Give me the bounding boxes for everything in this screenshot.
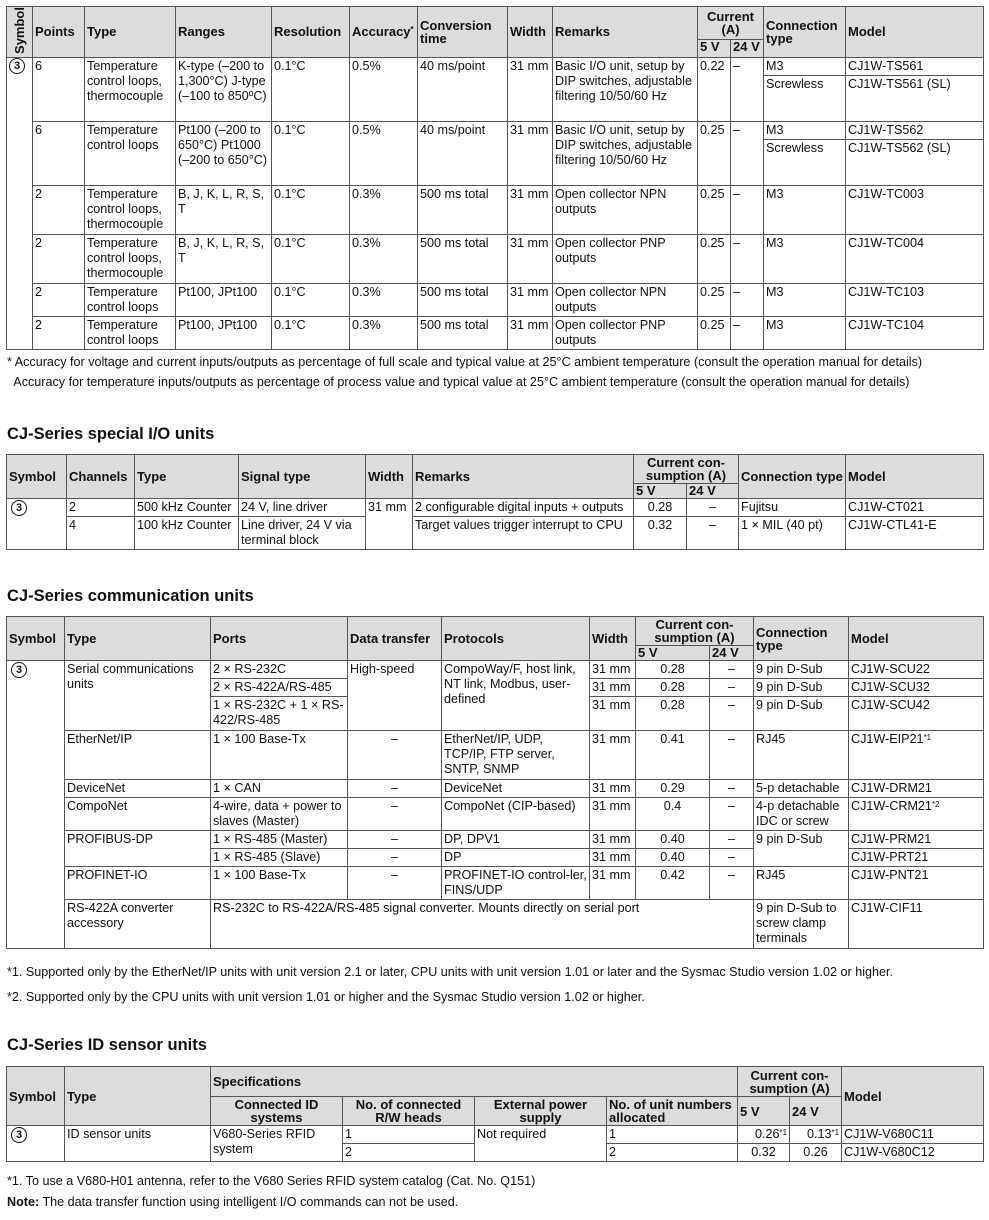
cell-transfer: –: [348, 798, 442, 831]
cell-accuracy: 0.3%: [350, 234, 418, 283]
cell-model: CJ1W-TC103: [846, 283, 984, 316]
note-text: The data transfer function using intelligent I/O commands can not be used.: [42, 1195, 459, 1209]
cell-conversion: 500 ms total: [418, 234, 508, 283]
cell-transfer: –: [348, 731, 442, 780]
cell-connection: M3: [764, 316, 846, 349]
cell-24v: 0.13$^{*1}$: [790, 1126, 842, 1144]
cell-24v: –: [731, 121, 764, 185]
cell-type: ID sensor units: [65, 1126, 211, 1162]
cell-protocols: CompoNet (CIP-based): [442, 798, 590, 831]
cell-type: 100 kHz Counter: [135, 517, 239, 550]
cell-model: CJ1W-V680C11: [842, 1126, 984, 1144]
special-io-table: [6, 454, 984, 550]
cell-24v: –: [710, 661, 754, 679]
cell-connection: M3: [764, 185, 846, 234]
communication-table: [6, 616, 984, 949]
cell-ports: 1 × 100 Base-Tx: [211, 731, 348, 780]
cell-ranges: Pt100 (–200 to 650°C) Pt1000 (–200 to 650°C): [176, 121, 272, 185]
col-type: Type: [135, 455, 239, 499]
col-symbol: Symbol: [7, 7, 33, 58]
cell-system: V680-Series RFID system: [211, 1126, 343, 1162]
cell-accuracy: 0.3%: [350, 283, 418, 316]
cell-ports: 1 × RS-485 (Slave): [211, 849, 348, 867]
cell-24v: –: [710, 697, 754, 731]
cell-model: CJ1W-PRT21: [849, 849, 984, 867]
table-row: [7, 316, 984, 349]
cell-resolution: 0.1°C: [272, 283, 350, 316]
cell-type: DeviceNet: [65, 780, 211, 798]
cell-width: 31 mm: [366, 499, 413, 550]
cell-protocols: DP: [442, 849, 590, 867]
col-width: Width: [508, 7, 553, 58]
cell-type: 500 kHz Counter: [135, 499, 239, 517]
cell-conversion: 500 ms total: [418, 185, 508, 234]
cell-conversion: 500 ms total: [418, 316, 508, 349]
cell-allocated: 1: [607, 1126, 738, 1144]
cell-width: 31 mm: [508, 121, 553, 185]
col-type: Type: [65, 617, 211, 661]
col-remarks: Remarks: [553, 7, 698, 58]
cell-conversion: 40 ms/point: [418, 57, 508, 121]
cell-ranges: B, J, K, L, R, S, T: [176, 234, 272, 283]
id-sensor-table: [6, 1066, 984, 1162]
col-accuracy: Accuracy*: [350, 7, 418, 58]
cell-width: 31 mm: [508, 57, 553, 121]
cell-width: 31 mm: [508, 185, 553, 234]
cell-protocols: PROFINET-IO control-ler, FINS/UDP: [442, 867, 590, 900]
col-width: Width: [366, 455, 413, 499]
cell-type: Temperature control loops, thermocouple: [85, 185, 176, 234]
cell-type: EtherNet/IP: [65, 731, 211, 780]
cell-5v: 0.42: [636, 867, 710, 900]
section-title: CJ-Series ID sensor units: [7, 1036, 207, 1054]
col-current: Current con-sumption (A): [634, 455, 739, 484]
cell-accuracy: 0.3%: [350, 316, 418, 349]
col-symbol: Symbol: [7, 455, 67, 499]
cell-accuracy: 0.3%: [350, 185, 418, 234]
col-model: Model: [846, 7, 984, 58]
cell-5v: 0.28: [636, 679, 710, 697]
cell-model: CJ1W-PNT21: [849, 867, 984, 900]
cell-5v: 0.41: [636, 731, 710, 780]
cell-transfer: –: [348, 867, 442, 900]
table-row: [7, 517, 984, 550]
cell-ports: 1 × 100 Base-Tx: [211, 867, 348, 900]
col-connection: Connection type: [764, 7, 846, 58]
table-row: [7, 661, 984, 679]
cell-width: 31 mm: [508, 234, 553, 283]
cell-model: CJ1W-SCU32: [849, 679, 984, 697]
col-resolution: Resolution: [272, 7, 350, 58]
col-connection: Connection type: [754, 617, 849, 661]
cell-points: 2: [33, 283, 85, 316]
col-specifications: Specifications: [211, 1067, 738, 1097]
cell-ports: 2 × RS-232C: [211, 661, 348, 679]
cell-24v: –: [731, 185, 764, 234]
col-symbol: Symbol: [7, 617, 65, 661]
cell-connection: 5-p detachable: [754, 780, 849, 798]
table-row: [7, 234, 984, 283]
cell-model: CJ1W-TC004: [846, 234, 984, 283]
cell-resolution: 0.1°C: [272, 185, 350, 234]
footnote: Accuracy for temperature inputs/outputs as percentage of process value and typical value at 25°C ambient temperature (consult the operation manual for details): [7, 375, 910, 389]
table-row: [7, 798, 984, 831]
cell-connection: 9 pin D-Sub: [754, 697, 849, 731]
cell-24v: –: [731, 316, 764, 349]
cell-connection: RJ45: [754, 731, 849, 780]
col-5v: 5 V: [738, 1097, 790, 1126]
cell-connection: Fujitsu: [739, 499, 846, 517]
col-connected: Connected ID systems: [211, 1097, 343, 1126]
cell-type: Temperature control loops: [85, 283, 176, 316]
cell-24v: –: [710, 849, 754, 867]
temperature-table: [6, 6, 984, 350]
cell-transfer: –: [348, 849, 442, 867]
footnote: * Accuracy for voltage and current inputs/outputs as percentage of full scale and typical value at 25°C ambient temperature (consult the operation manual for details): [7, 355, 923, 369]
cell-model: CJ1W-TS561: [846, 57, 984, 75]
cell-24v: –: [710, 679, 754, 697]
footnote: *2. Supported only by the CPU units with unit version 1.01 or higher and the Sysmac Studio version 1.02 or higher.: [7, 990, 645, 1004]
cell-transfer: –: [348, 780, 442, 798]
cell-ports: 1 × RS-485 (Master): [211, 831, 348, 849]
cell-resolution: 0.1°C: [272, 57, 350, 121]
col-current: Current (A): [698, 7, 764, 40]
cell-remarks: Open collector NPN outputs: [553, 185, 698, 234]
col-remarks: Remarks: [413, 455, 634, 499]
cell-ports: 2 × RS-422A/RS-485: [211, 679, 348, 697]
cell-model: CJ1W-TC003: [846, 185, 984, 234]
cell-5v: 0.28: [636, 661, 710, 679]
cell-ranges: B, J, K, L, R, S, T: [176, 185, 272, 234]
section-title: CJ-Series communication units: [7, 587, 254, 605]
col-type: Type: [85, 7, 176, 58]
cell-remarks: Target values trigger interrupt to CPU: [413, 517, 634, 550]
cell-accuracy: 0.5%: [350, 57, 418, 121]
cell-5v: 0.40: [636, 849, 710, 867]
cell-transfer: High-speed: [348, 661, 442, 731]
cell-connection: 9 pin D-Sub: [754, 679, 849, 697]
cell-conversion: 40 ms/point: [418, 121, 508, 185]
cell-5v: 0.40: [636, 831, 710, 849]
cell-connection: 9 pin D-Sub to screw clamp terminals: [754, 900, 849, 949]
col-model: Model: [849, 617, 984, 661]
cell-connection: RJ45: [754, 867, 849, 900]
col-24v: 24 V: [687, 484, 739, 499]
col-5v: 5 V: [634, 484, 687, 499]
cell-remarks: Open collector PNP outputs: [553, 234, 698, 283]
cell-24v: –: [710, 731, 754, 780]
cell-width: 31 mm: [590, 867, 636, 900]
cell-points: 2: [33, 234, 85, 283]
cell-channels: 4: [67, 517, 135, 550]
footnote: *1. To use a V680-H01 antenna, refer to the V680 Series RFID system catalog (Cat. No. Q151): [7, 1174, 536, 1188]
col-5v: 5 V: [698, 39, 731, 57]
col-symbol: Symbol: [7, 1067, 65, 1126]
cell-ports: 1 × CAN: [211, 780, 348, 798]
cell-24v: 0.26: [790, 1144, 842, 1162]
table-row: [7, 831, 984, 849]
cell-points: 6: [33, 57, 85, 121]
cell-type: RS-422A converter accessory: [65, 900, 211, 949]
cell-width: 31 mm: [508, 316, 553, 349]
cell-width: 31 mm: [590, 661, 636, 679]
symbol-badge: 3: [7, 1126, 65, 1162]
cell-5v: 0.25: [698, 185, 731, 234]
col-ports: Ports: [211, 617, 348, 661]
col-type: Type: [65, 1067, 211, 1126]
cell-description: RS-232C to RS-422A/RS-485 signal converter. Mounts directly on serial port: [211, 900, 754, 949]
col-model: Model: [842, 1067, 984, 1126]
col-protocols: Protocols: [442, 617, 590, 661]
cell-width: 31 mm: [590, 798, 636, 831]
col-width: Width: [590, 617, 636, 661]
cell-type: Temperature control loops, thermocouple: [85, 57, 176, 121]
col-model: Model: [846, 455, 984, 499]
cell-remarks: 2 configurable digital inputs + outputs: [413, 499, 634, 517]
cell-5v: 0.25: [698, 234, 731, 283]
section-title: CJ-Series special I/O units: [7, 425, 215, 443]
col-ranges: Ranges: [176, 7, 272, 58]
cell-5v: 0.22: [698, 57, 731, 121]
cell-24v: –: [710, 831, 754, 849]
table-row: [7, 185, 984, 234]
col-heads: No. of connected R/W heads: [343, 1097, 475, 1126]
cell-ranges: K-type (–200 to 1,300°C) J-type (–100 to 850ºC): [176, 57, 272, 121]
cell-model: CJ1W-DRM21: [849, 780, 984, 798]
cell-signal: 24 V, line driver: [239, 499, 366, 517]
cell-points: 2: [33, 185, 85, 234]
cell-model: CJ1W-CIF11: [849, 900, 984, 949]
cell-width: 31 mm: [590, 849, 636, 867]
cell-heads: 1: [343, 1126, 475, 1144]
cell-points: 6: [33, 121, 85, 185]
cell-24v: –: [710, 867, 754, 900]
cell-resolution: 0.1°C: [272, 316, 350, 349]
cell-channels: 2: [67, 499, 135, 517]
cell-24v: –: [731, 234, 764, 283]
note-label: Note:: [7, 1195, 40, 1209]
col-transfer: Data transfer: [348, 617, 442, 661]
col-24v: 24 V: [710, 646, 754, 661]
cell-24v: –: [731, 57, 764, 121]
cell-type: Temperature control loops, thermocouple: [85, 234, 176, 283]
cell-protocols: CompoWay/F, host link, NT link, Modbus, user-defined: [442, 661, 590, 731]
cell-heads: 2: [343, 1144, 475, 1162]
table-row: [7, 780, 984, 798]
table-row: [7, 867, 984, 900]
cell-model: CJ1W-TS562: [846, 121, 984, 139]
cell-model: CJ1W-CT021: [846, 499, 984, 517]
table-row: [7, 900, 984, 949]
cell-connection: 1 × MIL (40 pt): [739, 517, 846, 550]
col-points: Points: [33, 7, 85, 58]
table-row: [7, 57, 984, 75]
cell-24v: –: [687, 517, 739, 550]
col-external: External power supply: [475, 1097, 607, 1126]
cell-protocols: EtherNet/IP, UDP, TCP/IP, FTP server, SNTP, SNMP: [442, 731, 590, 780]
symbol-badge: 3: [7, 661, 65, 949]
table-row: [7, 499, 984, 517]
cell-model: CJ1W-CRM21$^{*2}$: [849, 798, 984, 831]
cell-width: 31 mm: [590, 780, 636, 798]
cell-model: CJ1W-CTL41-E: [846, 517, 984, 550]
cell-type: CompoNet: [65, 798, 211, 831]
cell-connection: 9 pin D-Sub: [754, 661, 849, 679]
cell-type: PROFIBUS-DP: [65, 831, 211, 867]
cell-5v: 0.29: [636, 780, 710, 798]
cell-remarks: Basic I/O unit, setup by DIP switches, adjustable filtering 10/50/60 Hz: [553, 57, 698, 121]
cell-type: Serial communications units: [65, 661, 211, 731]
cell-5v: 0.4: [636, 798, 710, 831]
cell-5v: 0.28: [636, 697, 710, 731]
col-connection: Connection type: [739, 455, 846, 499]
cell-connection: 9 pin D-Sub: [754, 831, 849, 867]
col-current: Current con-sumption (A): [738, 1067, 842, 1097]
cell-allocated: 2: [607, 1144, 738, 1162]
cell-5v: 0.32: [738, 1144, 790, 1162]
cell-5v: 0.25: [698, 316, 731, 349]
table-row: [7, 121, 984, 139]
col-current: Current con-sumption (A): [636, 617, 754, 646]
cell-accuracy: 0.5%: [350, 121, 418, 185]
col-signal: Signal type: [239, 455, 366, 499]
cell-ports: 4-wire, data + power to slaves (Master): [211, 798, 348, 831]
cell-model: CJ1W-PRM21: [849, 831, 984, 849]
table-row: [7, 731, 984, 780]
cell-connection: M3: [764, 121, 846, 139]
cell-points: 2: [33, 316, 85, 349]
cell-resolution: 0.1°C: [272, 234, 350, 283]
symbol-badge: 3: [7, 499, 67, 550]
cell-model: CJ1W-SCU22: [849, 661, 984, 679]
cell-24v: –: [710, 798, 754, 831]
cell-5v: 0.32: [634, 517, 687, 550]
cell-type: PROFINET-IO: [65, 867, 211, 900]
footnote: *1. Supported only by the EtherNet/IP units with unit version 2.1 or later, CPU units with unit version 1.01 or later and the Sysmac Studio version 1.02 or higher.: [7, 965, 894, 979]
table-row: [7, 1126, 984, 1144]
cell-conversion: 500 ms total: [418, 283, 508, 316]
cell-width: 31 mm: [590, 679, 636, 697]
cell-24v: –: [710, 780, 754, 798]
cell-connection: 4-p detachable IDC or screw: [754, 798, 849, 831]
cell-connection: Screwless: [764, 75, 846, 121]
cell-width: 31 mm: [590, 731, 636, 780]
cell-model: CJ1W-TS561 (SL): [846, 75, 984, 121]
cell-5v: 0.28: [634, 499, 687, 517]
cell-width: 31 mm: [508, 283, 553, 316]
cell-remarks: Open collector PNP outputs: [553, 316, 698, 349]
cell-connection: M3: [764, 57, 846, 75]
col-allocated: No. of unit numbers allocated: [607, 1097, 738, 1126]
note: [7, 1194, 458, 1210]
col-5v: 5 V: [636, 646, 710, 661]
cell-connection: M3: [764, 283, 846, 316]
cell-model: CJ1W-TC104: [846, 316, 984, 349]
cell-remarks: Basic I/O unit, setup by DIP switches, adjustable filtering 10/50/60 Hz: [553, 121, 698, 185]
col-24v: 24 V: [790, 1097, 842, 1126]
cell-5v: 0.25: [698, 121, 731, 185]
cell-ports: 1 × RS-232C + 1 × RS-422/RS-485: [211, 697, 348, 731]
cell-resolution: 0.1°C: [272, 121, 350, 185]
cell-remarks: Open collector NPN outputs: [553, 283, 698, 316]
cell-ranges: Pt100, JPt100: [176, 283, 272, 316]
cell-width: 31 mm: [590, 831, 636, 849]
col-channels: Channels: [67, 455, 135, 499]
table-row: [7, 283, 984, 316]
cell-model: CJ1W-V680C12: [842, 1144, 984, 1162]
cell-connection: Screwless: [764, 139, 846, 185]
cell-width: 31 mm: [590, 697, 636, 731]
cell-5v: 0.26$^{*1}$: [738, 1126, 790, 1144]
cell-model: CJ1W-SCU42: [849, 697, 984, 731]
cell-type: Temperature control loops: [85, 316, 176, 349]
col-24v: 24 V: [731, 39, 764, 57]
cell-24v: –: [687, 499, 739, 517]
cell-protocols: DeviceNet: [442, 780, 590, 798]
cell-ranges: Pt100, JPt100: [176, 316, 272, 349]
cell-model: CJ1W-EIP21$^{*1}$: [849, 731, 984, 780]
cell-external: Not required: [475, 1126, 607, 1162]
symbol-badge: 3: [7, 57, 33, 349]
cell-model: CJ1W-TS562 (SL): [846, 139, 984, 185]
cell-protocols: DP, DPV1: [442, 831, 590, 849]
cell-transfer: –: [348, 831, 442, 849]
cell-5v: 0.25: [698, 283, 731, 316]
col-conversion: Conversion time: [418, 7, 508, 58]
cell-signal: Line driver, 24 V via terminal block: [239, 517, 366, 550]
cell-type: Temperature control loops: [85, 121, 176, 185]
cell-24v: –: [731, 283, 764, 316]
cell-connection: M3: [764, 234, 846, 283]
